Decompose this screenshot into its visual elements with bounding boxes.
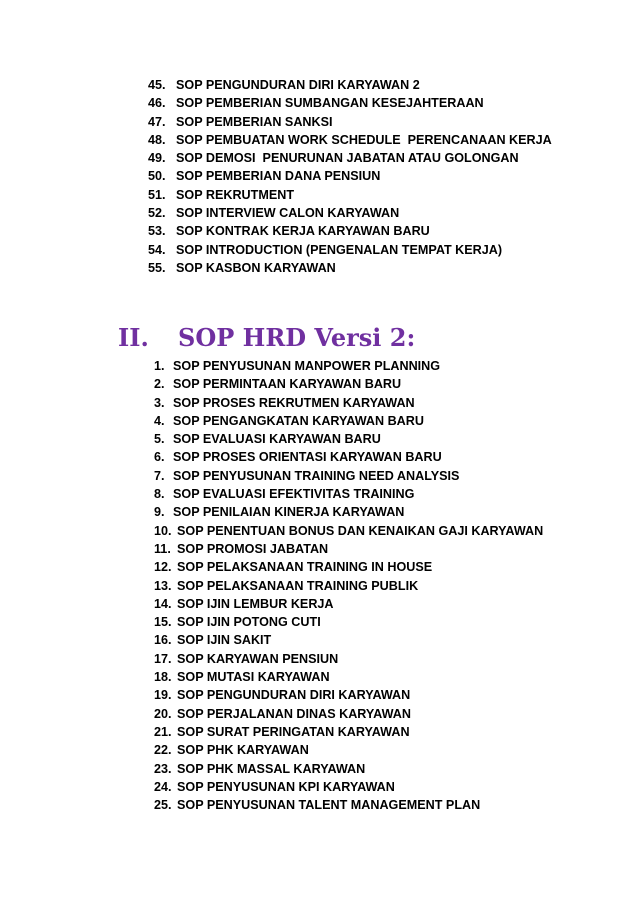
item-number: 24.: [154, 779, 172, 794]
item-text: SOP PENGANGKATAN KARYAWAN BARU: [173, 413, 424, 428]
item-text: SOP PHK KARYAWAN: [177, 743, 309, 758]
item-text: SOP IJIN SAKIT: [177, 633, 272, 648]
list-item: [154, 558, 543, 576]
item-text: SOP PROSES REKRUTMEN KARYAWAN: [173, 395, 415, 410]
list-item: [154, 796, 543, 814]
list-item: [154, 778, 543, 796]
item-text: SOP PEMBUATAN WORK SCHEDULE PERENCANAAN KERJA: [176, 132, 552, 147]
item-number: 12.: [154, 560, 172, 575]
item-text: SOP KASBON KARYAWAN: [176, 260, 336, 275]
list-item: [148, 204, 552, 222]
list-item: [148, 76, 552, 94]
item-number: 49.: [148, 151, 166, 166]
item-number: 6.: [154, 450, 165, 465]
item-number: 4.: [154, 413, 165, 428]
section-title: SOP HRD Versi 2:: [178, 323, 416, 352]
item-number: 51.: [148, 187, 166, 202]
item-number: 54.: [148, 242, 166, 257]
item-text: SOP KARYAWAN PENSIUN: [177, 651, 339, 666]
list-item: [148, 131, 552, 149]
list-item: [154, 357, 543, 375]
item-number: 9.: [154, 505, 165, 520]
item-number: 22.: [154, 743, 172, 758]
item-number: 14.: [154, 596, 172, 611]
item-text: SOP PEMBERIAN SANKSI: [176, 114, 333, 129]
item-text: SOP PENYUSUNAN MANPOWER PLANNING: [173, 359, 441, 373]
item-number: 47.: [148, 114, 166, 129]
item-text: SOP EVALUASI EFEKTIVITAS TRAINING: [173, 487, 415, 502]
list-item: [148, 259, 552, 277]
item-text: SOP REKRUTMENT: [176, 187, 295, 202]
item-text: SOP EVALUASI KARYAWAN BARU: [173, 432, 381, 447]
item-number: 7.: [154, 468, 165, 483]
item-number: 46.: [148, 96, 166, 111]
list-item: [154, 668, 543, 686]
list-item: [154, 485, 543, 503]
list-item: [154, 686, 543, 704]
section-heading: [118, 323, 415, 352]
list-item: [148, 186, 552, 204]
item-number: 55.: [148, 260, 166, 275]
item-number: 15.: [154, 615, 172, 630]
item-number: 8.: [154, 487, 165, 502]
item-text: SOP PENYUSUNAN TALENT MANAGEMENT PLAN: [177, 798, 481, 813]
list-item: [154, 723, 543, 741]
list-item: [154, 412, 543, 430]
item-text: SOP DEMOSI PENURUNAN JABATAN ATAU GOLONGAN: [176, 151, 519, 166]
item-number: 19.: [154, 688, 172, 703]
item-text: SOP MUTASI KARYAWAN: [177, 670, 330, 685]
list-item: [148, 113, 552, 131]
list-item: [154, 741, 543, 759]
item-number: 17.: [154, 651, 172, 666]
item-number: 48.: [148, 132, 166, 147]
sop-hrd-versi-2-list: [154, 357, 543, 814]
item-number: 52.: [148, 206, 166, 221]
list-item: [148, 222, 552, 240]
item-text: SOP PELAKSANAAN TRAINING IN HOUSE: [177, 560, 433, 575]
item-text: SOP PERMINTAAN KARYAWAN BARU: [173, 377, 402, 392]
item-number: 50.: [148, 169, 166, 184]
item-text: SOP INTRODUCTION (PENGENALAN TEMPAT KERJA): [176, 242, 503, 257]
item-number: 2.: [154, 377, 165, 392]
section-roman-numeral: II.: [118, 323, 149, 352]
item-text: SOP KONTRAK KERJA KARYAWAN BARU: [176, 224, 430, 239]
item-text: SOP PERJALANAN DINAS KARYAWAN: [177, 706, 411, 721]
list-item: [154, 631, 543, 649]
list-item: [154, 375, 543, 393]
item-number: 1.: [154, 359, 165, 373]
item-number: 13.: [154, 578, 172, 593]
item-text: SOP PENENTUAN BONUS DAN KENAIKAN GAJI KARYAWAN: [177, 523, 544, 538]
item-number: 18.: [154, 670, 172, 685]
item-text: SOP IJIN POTONG CUTI: [177, 615, 321, 630]
list-item: [154, 467, 543, 485]
list-item: [154, 650, 543, 668]
item-text: SOP PENYUSUNAN TRAINING NEED ANALYSIS: [173, 468, 460, 483]
list-item: [148, 94, 552, 112]
list-item: [154, 448, 543, 466]
list-item: [154, 705, 543, 723]
list-item: [154, 613, 543, 631]
list-item: [154, 577, 543, 595]
item-text: SOP IJIN LEMBUR KERJA: [177, 596, 334, 611]
item-text: SOP PENGUNDURAN DIRI KARYAWAN: [177, 688, 411, 703]
sop-list-continued: [148, 76, 552, 277]
item-text: SOP PENYUSUNAN KPI KARYAWAN: [177, 779, 395, 794]
item-text: SOP INTERVIEW CALON KARYAWAN: [176, 206, 400, 221]
item-text: SOP PELAKSANAAN TRAINING PUBLIK: [177, 578, 419, 593]
item-number: 10.: [154, 523, 172, 538]
item-number: 23.: [154, 761, 172, 776]
list-item: [148, 149, 552, 167]
item-text: SOP PEMBERIAN SUMBANGAN KESEJAHTERAAN: [176, 96, 484, 111]
list-item: [154, 503, 543, 521]
item-number: 5.: [154, 432, 165, 447]
list-item: [154, 430, 543, 448]
item-text: SOP SURAT PERINGATAN KARYAWAN: [177, 724, 410, 739]
list-item: [154, 760, 543, 778]
list-item: [154, 540, 543, 558]
item-text: SOP PENILAIAN KINERJA KARYAWAN: [173, 505, 405, 520]
item-text: SOP PROMOSI JABATAN: [177, 541, 329, 556]
item-number: 20.: [154, 706, 172, 721]
item-text: SOP PENGUNDURAN DIRI KARYAWAN 2: [176, 78, 420, 92]
item-number: 3.: [154, 395, 165, 410]
item-number: 25.: [154, 798, 172, 813]
list-item: [148, 241, 552, 259]
item-text: SOP PHK MASSAL KARYAWAN: [177, 761, 366, 776]
list-item: [154, 394, 543, 412]
item-text: SOP PROSES ORIENTASI KARYAWAN BARU: [173, 450, 442, 465]
item-number: 53.: [148, 224, 166, 239]
list-item: [148, 167, 552, 185]
list-item: [154, 522, 543, 540]
item-number: 21.: [154, 724, 172, 739]
item-number: 45.: [148, 78, 166, 92]
item-number: 11.: [154, 541, 171, 556]
item-number: 16.: [154, 633, 172, 648]
list-item: [154, 595, 543, 613]
item-text: SOP PEMBERIAN DANA PENSIUN: [176, 169, 381, 184]
